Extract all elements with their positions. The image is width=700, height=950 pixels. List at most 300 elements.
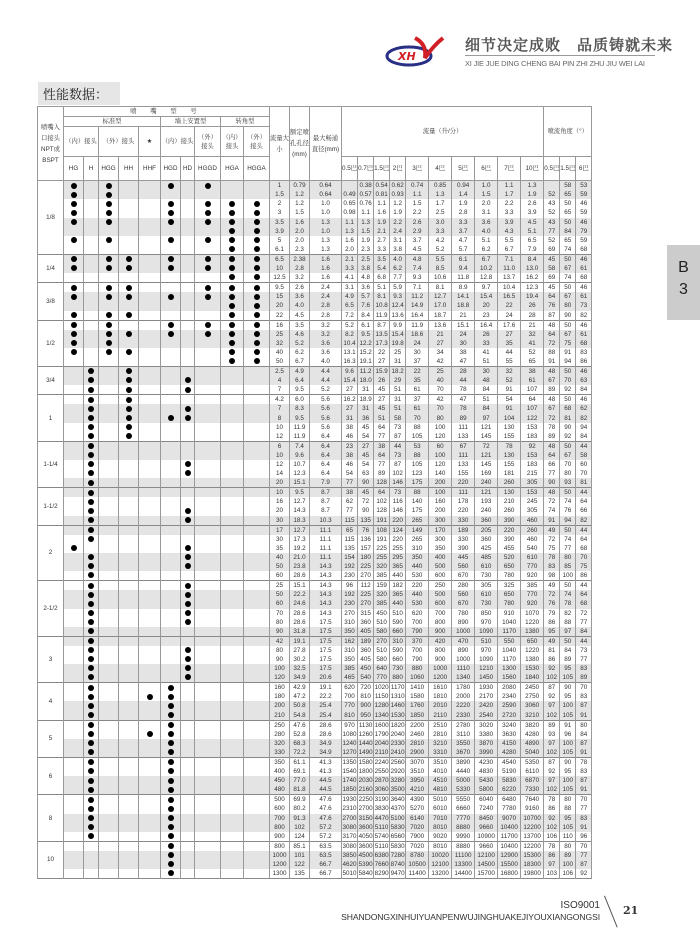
model-availability bbox=[64, 609, 84, 618]
value-cell: 2.0 bbox=[475, 199, 498, 208]
value-cell: 700 bbox=[270, 814, 290, 823]
value-cell: 1580 bbox=[358, 759, 373, 766]
available-dot-icon bbox=[88, 824, 94, 830]
model-availability bbox=[221, 683, 244, 693]
model-availability bbox=[244, 385, 270, 395]
value-cell: 79 bbox=[544, 609, 560, 618]
value-cell: 48 bbox=[544, 367, 560, 377]
model-availability bbox=[119, 264, 139, 273]
model-availability bbox=[84, 348, 99, 357]
available-dot-icon bbox=[106, 349, 112, 355]
value-cell: 44 bbox=[452, 376, 475, 385]
value-cell: 27 bbox=[374, 357, 390, 367]
model-availability bbox=[244, 525, 270, 535]
model-availability bbox=[119, 395, 139, 405]
value-cell: 44 bbox=[576, 441, 592, 451]
model-availability bbox=[64, 776, 84, 785]
value-cell: 3950 bbox=[406, 776, 429, 785]
available-dot-icon bbox=[71, 545, 77, 551]
model-code-header: HGA bbox=[221, 157, 244, 181]
value-cell: 200 bbox=[270, 701, 290, 710]
value-cell: 159 bbox=[374, 581, 390, 591]
value-cell: 1.9 bbox=[390, 208, 406, 217]
model-availability bbox=[181, 683, 195, 693]
value-cell: 83 bbox=[576, 692, 592, 701]
value-cell: 86 bbox=[544, 655, 560, 664]
value-cell: 41.3 bbox=[310, 767, 342, 776]
value-cell: 19.8 bbox=[391, 339, 404, 347]
value-cell: 16 bbox=[270, 320, 290, 330]
value-cell: 15.9 bbox=[375, 368, 388, 376]
value-cell: 78 bbox=[544, 553, 560, 562]
model-availability bbox=[119, 571, 139, 581]
value-cell: 175 bbox=[406, 478, 429, 488]
available-dot-icon bbox=[185, 508, 191, 514]
value-cell: 385 bbox=[374, 599, 390, 608]
value-cell: 10 bbox=[270, 451, 290, 460]
model-availability bbox=[244, 618, 270, 627]
model-availability bbox=[244, 236, 270, 245]
model-availability bbox=[64, 357, 84, 367]
value-cell: 32 bbox=[270, 339, 290, 348]
model-availability bbox=[64, 478, 84, 488]
available-dot-icon bbox=[205, 201, 211, 207]
value-cell: 2590 bbox=[498, 701, 521, 710]
model-availability bbox=[181, 218, 195, 227]
value-cell: 305 bbox=[521, 478, 544, 488]
value-cell: 2340 bbox=[498, 692, 521, 701]
model-availability bbox=[99, 673, 119, 683]
value-cell: 3.7 bbox=[452, 227, 475, 236]
value-cell: 133 bbox=[452, 460, 475, 469]
table-row bbox=[38, 218, 592, 227]
value-cell: 43 bbox=[544, 218, 560, 227]
model-availability bbox=[64, 599, 84, 608]
model-availability bbox=[119, 497, 139, 506]
table-row bbox=[38, 395, 592, 405]
value-cell: 38 bbox=[374, 441, 390, 451]
value-cell: 38 bbox=[452, 348, 475, 357]
model-availability bbox=[161, 506, 181, 515]
value-cell: 5390 bbox=[358, 861, 373, 869]
value-cell: 3600 bbox=[358, 842, 373, 850]
model-availability bbox=[64, 190, 84, 199]
value-cell: 88 bbox=[544, 348, 560, 357]
value-cell: 6.2 bbox=[475, 245, 498, 255]
model-availability bbox=[139, 301, 161, 310]
value-cell: 325 bbox=[498, 581, 521, 591]
model-availability bbox=[181, 208, 195, 217]
model-availability bbox=[99, 535, 119, 544]
value-cell: 17.5 bbox=[310, 636, 342, 646]
available-dot-icon bbox=[126, 368, 132, 374]
model-availability bbox=[99, 776, 119, 785]
value-cell: 18.7 bbox=[429, 311, 452, 321]
model-availability bbox=[84, 245, 99, 255]
value-cell: 1.2 bbox=[290, 190, 310, 199]
value-cell: 1150 bbox=[374, 693, 389, 701]
value-cell: 88 bbox=[560, 804, 576, 813]
value-cell bbox=[544, 181, 560, 191]
value-cell: 67 bbox=[544, 376, 560, 385]
table-row bbox=[38, 683, 592, 693]
model-availability bbox=[161, 264, 181, 273]
value-cell: 5.4 bbox=[374, 264, 390, 273]
model-availability bbox=[161, 301, 181, 310]
value-cell: 15.1 bbox=[290, 581, 310, 591]
wall-inner-header: （内）接头 bbox=[161, 127, 195, 157]
value-cell: 5190 bbox=[498, 767, 521, 776]
model-availability bbox=[99, 525, 119, 535]
model-availability bbox=[64, 655, 84, 664]
model-availability bbox=[195, 627, 221, 637]
value-cell: 50 bbox=[560, 441, 576, 451]
value-cell: 2420 bbox=[475, 701, 498, 710]
inlet-size: 2-1/2 bbox=[38, 581, 64, 637]
model-availability bbox=[195, 692, 221, 701]
model-availability bbox=[84, 860, 99, 869]
value-cell: 44.5 bbox=[310, 785, 342, 795]
value-cell: 1270 bbox=[342, 748, 357, 756]
available-dot-icon bbox=[106, 219, 112, 225]
value-cell: 84 bbox=[560, 646, 576, 655]
available-dot-icon bbox=[229, 340, 235, 346]
available-dot-icon bbox=[205, 219, 211, 225]
available-dot-icon bbox=[254, 274, 260, 280]
model-availability bbox=[99, 795, 119, 805]
value-cell: 10.3 bbox=[310, 516, 342, 526]
model-availability bbox=[64, 823, 84, 832]
model-availability bbox=[195, 181, 221, 191]
model-availability bbox=[221, 609, 244, 618]
model-availability bbox=[244, 730, 270, 739]
model-availability bbox=[181, 776, 195, 785]
value-cell: 12.2 bbox=[359, 339, 372, 347]
model-availability bbox=[244, 814, 270, 823]
available-dot-icon bbox=[168, 861, 174, 867]
model-availability bbox=[64, 451, 84, 460]
value-cell: 320 bbox=[374, 562, 390, 571]
value-cell: 10.8 bbox=[375, 302, 388, 310]
table-row bbox=[38, 404, 592, 413]
model-availability bbox=[64, 227, 84, 236]
value-cell: 84 bbox=[576, 627, 592, 637]
value-cell: 2.5 bbox=[358, 254, 374, 264]
model-availability bbox=[99, 292, 119, 301]
model-availability bbox=[195, 292, 221, 301]
available-dot-icon bbox=[185, 470, 191, 476]
model-availability bbox=[64, 301, 84, 310]
value-cell: 11.9 bbox=[290, 432, 310, 442]
value-cell: 3.5 bbox=[270, 218, 290, 227]
value-cell: 90 bbox=[270, 655, 290, 664]
model-availability bbox=[195, 758, 221, 768]
model-availability bbox=[64, 758, 84, 768]
model-availability bbox=[181, 264, 195, 273]
value-cell: 68 bbox=[576, 273, 592, 283]
value-cell: 15.1 bbox=[290, 478, 310, 488]
value-cell: 11.1 bbox=[310, 535, 342, 544]
value-cell: 28.6 bbox=[290, 609, 310, 618]
value-cell: 146 bbox=[390, 478, 406, 488]
value-cell: 51 bbox=[475, 357, 498, 367]
model-availability bbox=[139, 535, 161, 544]
model-availability bbox=[181, 553, 195, 562]
value-cell: 193 bbox=[475, 497, 498, 506]
value-cell: 60 bbox=[429, 441, 452, 451]
value-cell: 27 bbox=[429, 339, 452, 348]
wall-type-header: 墙上安置型 bbox=[161, 117, 221, 127]
model-availability bbox=[221, 869, 244, 879]
value-cell: 49 bbox=[544, 581, 560, 591]
value-cell: 790 bbox=[406, 627, 429, 637]
model-availability bbox=[161, 673, 181, 683]
model-availability bbox=[244, 208, 270, 217]
model-availability bbox=[161, 776, 181, 785]
value-cell: 122 bbox=[290, 860, 310, 869]
model-availability bbox=[195, 646, 221, 655]
model-availability bbox=[221, 785, 244, 795]
model-availability bbox=[64, 832, 84, 842]
model-availability bbox=[181, 590, 195, 599]
model-availability bbox=[221, 711, 244, 721]
inner-joint-header: （内）接头 bbox=[64, 127, 99, 157]
model-availability bbox=[195, 311, 221, 321]
value-cell: 2040 bbox=[374, 739, 389, 747]
inlet-size: 1/2 bbox=[38, 320, 64, 366]
value-cell: 12.4 bbox=[391, 302, 404, 310]
value-cell: 38 bbox=[521, 367, 544, 377]
value-cell: 790 bbox=[406, 655, 429, 664]
value-cell: 810 bbox=[358, 692, 374, 701]
model-availability bbox=[244, 785, 270, 795]
value-cell: 270 bbox=[358, 571, 374, 581]
model-availability bbox=[161, 683, 181, 693]
model-availability bbox=[139, 860, 161, 869]
available-dot-icon bbox=[88, 703, 94, 709]
value-cell: 135 bbox=[342, 544, 358, 553]
value-cell: 23.8 bbox=[290, 562, 310, 571]
value-cell: 46 bbox=[342, 460, 358, 469]
value-cell: 94 bbox=[576, 423, 592, 432]
model-availability bbox=[119, 618, 139, 627]
model-availability bbox=[221, 627, 244, 637]
value-cell: 80 bbox=[560, 301, 576, 310]
value-cell: 41 bbox=[521, 339, 544, 348]
value-cell: 35 bbox=[270, 544, 290, 553]
value-cell: 44 bbox=[498, 348, 521, 357]
model-availability bbox=[139, 376, 161, 385]
value-cell: 47.6 bbox=[310, 804, 342, 813]
model-availability bbox=[221, 804, 244, 813]
inlet-size: 1-1/4 bbox=[38, 441, 64, 487]
value-cell: 4150 bbox=[498, 739, 521, 748]
size-group bbox=[38, 720, 592, 757]
table-row bbox=[38, 599, 592, 608]
model-availability bbox=[119, 301, 139, 310]
value-cell: 14.3 bbox=[310, 581, 342, 591]
value-cell: 65 bbox=[521, 357, 544, 367]
table-row bbox=[38, 245, 592, 255]
model-availability bbox=[181, 636, 195, 646]
value-cell: 1.0 bbox=[310, 199, 342, 208]
model-availability bbox=[244, 673, 270, 683]
value-cell: 650 bbox=[521, 636, 544, 646]
value-cell: 64 bbox=[544, 292, 560, 301]
model-availability bbox=[99, 320, 119, 330]
model-availability bbox=[84, 227, 99, 236]
available-dot-icon bbox=[229, 201, 235, 207]
value-cell: 14.3 bbox=[290, 506, 310, 515]
table-row bbox=[38, 320, 592, 330]
model-availability bbox=[221, 395, 244, 405]
value-cell: 86 bbox=[576, 571, 592, 581]
model-availability bbox=[119, 646, 139, 655]
available-dot-icon bbox=[106, 256, 112, 262]
value-cell: 42 bbox=[270, 636, 290, 646]
model-availability bbox=[161, 562, 181, 571]
value-cell: 4810 bbox=[429, 785, 452, 795]
value-cell: 89 bbox=[452, 414, 475, 423]
value-cell: 77 bbox=[374, 460, 390, 469]
value-cell: 560 bbox=[452, 590, 475, 599]
value-cell: 105 bbox=[406, 460, 429, 469]
model-availability bbox=[99, 785, 119, 795]
value-cell: 74 bbox=[560, 273, 576, 283]
model-availability bbox=[195, 535, 221, 544]
value-cell: 6.0 bbox=[290, 395, 310, 405]
available-dot-icon bbox=[229, 274, 235, 280]
value-cell: 135 bbox=[290, 869, 310, 879]
available-dot-icon bbox=[205, 210, 211, 216]
value-cell: 700 bbox=[406, 646, 429, 655]
model-availability bbox=[161, 711, 181, 721]
available-dot-icon bbox=[229, 349, 235, 355]
value-cell: 5.2 bbox=[290, 339, 310, 348]
table-row bbox=[38, 441, 592, 451]
model-availability bbox=[64, 701, 84, 710]
table-row bbox=[38, 376, 592, 385]
value-cell: 6.8 bbox=[374, 273, 390, 283]
value-cell: 5.5 bbox=[429, 254, 452, 264]
value-cell: 90 bbox=[358, 506, 374, 515]
model-availability bbox=[221, 851, 244, 860]
model-availability bbox=[161, 544, 181, 553]
model-availability bbox=[221, 692, 244, 701]
value-cell: 45 bbox=[358, 488, 374, 498]
value-cell: 89 bbox=[560, 851, 576, 860]
model-availability bbox=[64, 785, 84, 795]
value-cell: 27 bbox=[498, 330, 521, 339]
model-availability bbox=[244, 758, 270, 768]
model-availability bbox=[161, 748, 181, 758]
value-cell: 59 bbox=[576, 208, 592, 217]
value-cell: 0.93 bbox=[391, 191, 404, 199]
model-availability bbox=[181, 469, 195, 478]
model-availability bbox=[244, 199, 270, 208]
available-dot-icon bbox=[205, 256, 211, 262]
value-cell: 100 bbox=[560, 860, 576, 869]
value-cell: 9660 bbox=[475, 823, 498, 832]
model-availability bbox=[161, 367, 181, 377]
chapter-letter: B bbox=[678, 259, 689, 276]
value-cell: 4.7 bbox=[452, 236, 475, 245]
value-cell: 18.0 bbox=[359, 377, 372, 385]
value-cell: 20 bbox=[475, 301, 498, 310]
model-code-header: HHF bbox=[139, 157, 161, 181]
value-cell: 72.2 bbox=[290, 748, 310, 758]
value-cell: 76 bbox=[544, 599, 560, 608]
value-cell: 1080 bbox=[342, 730, 357, 738]
model-availability bbox=[195, 841, 221, 851]
value-cell: 5.2 bbox=[342, 320, 358, 330]
model-availability bbox=[99, 701, 119, 710]
table-row bbox=[38, 739, 592, 748]
value-cell: 45 bbox=[544, 254, 560, 264]
value-cell: 225 bbox=[358, 562, 374, 571]
value-cell: 24 bbox=[452, 330, 475, 339]
available-dot-icon bbox=[106, 210, 112, 216]
available-dot-icon bbox=[71, 210, 77, 216]
value-cell: 3.3 bbox=[342, 264, 358, 273]
value-cell: 105 bbox=[560, 823, 576, 832]
model-availability bbox=[64, 535, 84, 544]
value-cell: 6870 bbox=[521, 776, 544, 785]
model-availability bbox=[84, 525, 99, 535]
value-cell: 30.2 bbox=[290, 655, 310, 664]
value-cell: 96 bbox=[576, 832, 592, 842]
value-cell: 57.2 bbox=[310, 823, 342, 832]
value-cell: 50 bbox=[560, 395, 576, 405]
value-cell: 72 bbox=[358, 497, 374, 506]
available-dot-icon bbox=[168, 759, 174, 765]
value-cell: 610 bbox=[521, 553, 544, 562]
model-availability bbox=[181, 516, 195, 526]
value-cell: 50 bbox=[560, 218, 576, 227]
available-dot-icon bbox=[88, 527, 94, 533]
value-cell: 18.3 bbox=[290, 516, 310, 526]
value-cell: 910 bbox=[498, 609, 521, 618]
model-availability bbox=[244, 636, 270, 646]
available-dot-icon bbox=[185, 601, 191, 607]
value-cell: 133 bbox=[452, 432, 475, 442]
value-cell: 102 bbox=[390, 469, 406, 478]
value-cell: 1090 bbox=[475, 627, 498, 637]
model-availability bbox=[139, 841, 161, 851]
value-cell: 50 bbox=[560, 581, 576, 591]
model-availability bbox=[139, 627, 161, 637]
slogan-chinese: 细节决定成败 品质铸就未来 bbox=[465, 37, 674, 54]
model-availability bbox=[64, 273, 84, 283]
value-cell: 19.4 bbox=[521, 292, 544, 301]
available-dot-icon bbox=[88, 563, 94, 569]
model-availability bbox=[119, 339, 139, 348]
value-cell: 124 bbox=[390, 525, 406, 535]
model-availability bbox=[84, 283, 99, 293]
value-cell: 13.5 bbox=[375, 330, 388, 338]
model-availability bbox=[139, 609, 161, 618]
model-availability bbox=[161, 218, 181, 227]
model-availability bbox=[195, 414, 221, 423]
inlet-size: 3/4 bbox=[38, 367, 64, 395]
model-availability bbox=[244, 544, 270, 553]
model-availability bbox=[139, 525, 161, 535]
outer-joint-header: （外）接头 bbox=[99, 127, 139, 157]
model-availability bbox=[139, 544, 161, 553]
value-cell: 12200 bbox=[521, 823, 544, 832]
value-cell: 1530 bbox=[390, 711, 405, 719]
value-cell: 4.0 bbox=[475, 227, 498, 236]
